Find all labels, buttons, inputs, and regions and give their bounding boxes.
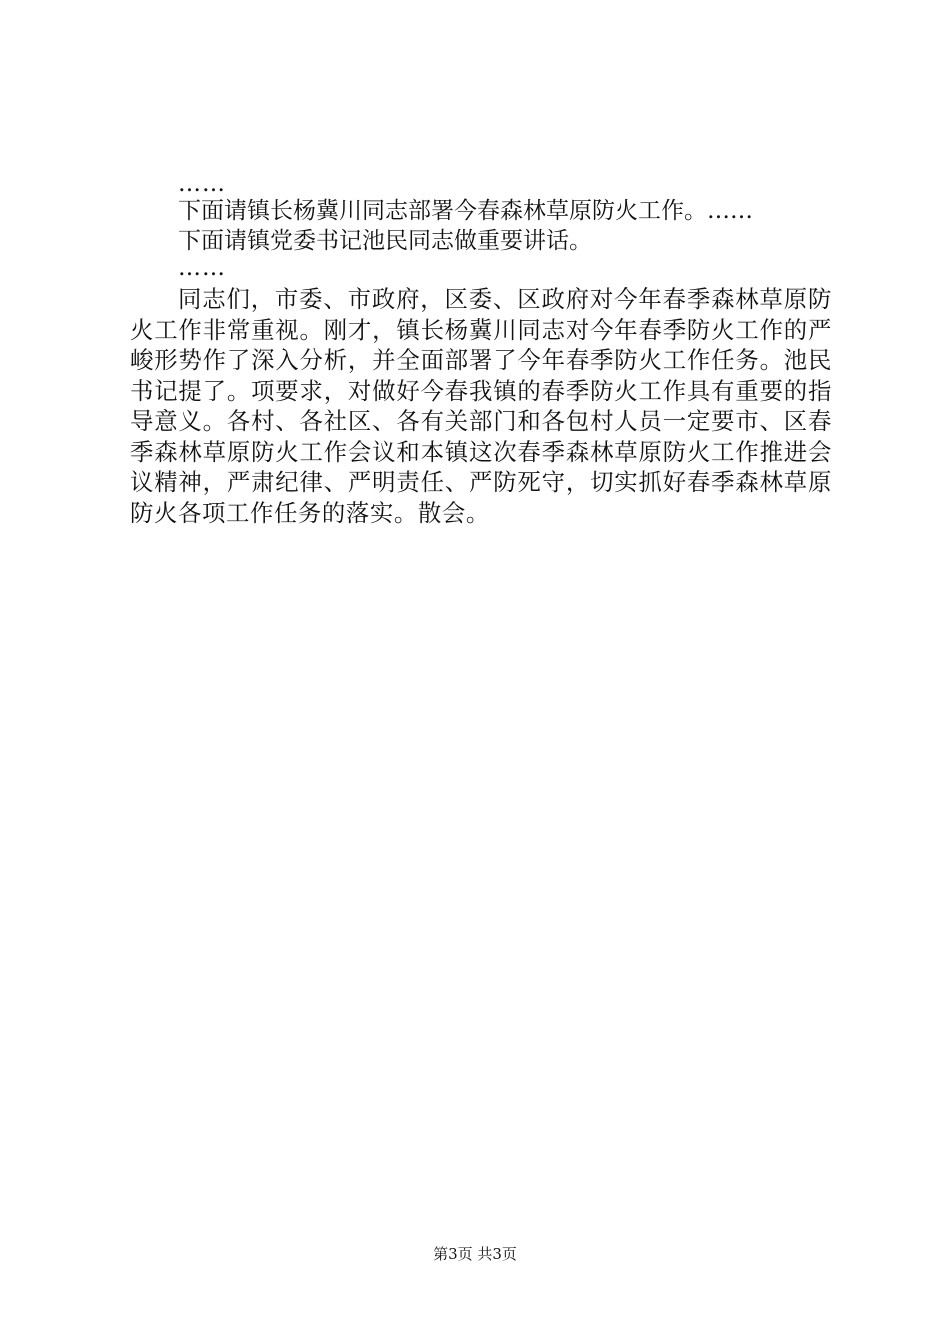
speech-line: 下面请镇党委书记池民同志做重要讲话。 [178, 228, 592, 254]
document-body [130, 172, 832, 551]
ellipsis-line-2: …… [178, 255, 226, 281]
deployment-line: 下面请镇长杨冀川同志部署今春森林草原防火工作。…… [178, 198, 753, 224]
page-footer: 第3页 共3页 [433, 1245, 517, 1263]
ellipsis-line-1: …… [178, 171, 226, 197]
closing-paragraph: 同志们，市委、市政府，区委、区政府对今年春季森林草原防火工作非常重视。刚才，镇长杨冀川同志对今年春季防火工作的严峻形势作了深入分析，并全面部署了今年春季防火工作任务。池民书记提了。项要求，对做好今春我镇的春季防火工作具有重要的指导意义。各村、各社区、各有关部门和各包村人员一定要市、区春季森林草原防火工作会议和本镇这次春季森林草原防火工作推进会议精神，严肃纪律、严明责任、严防死守，切实抓好春季森林草原防火各项工作任务的落实。散会。 [130, 285, 832, 527]
